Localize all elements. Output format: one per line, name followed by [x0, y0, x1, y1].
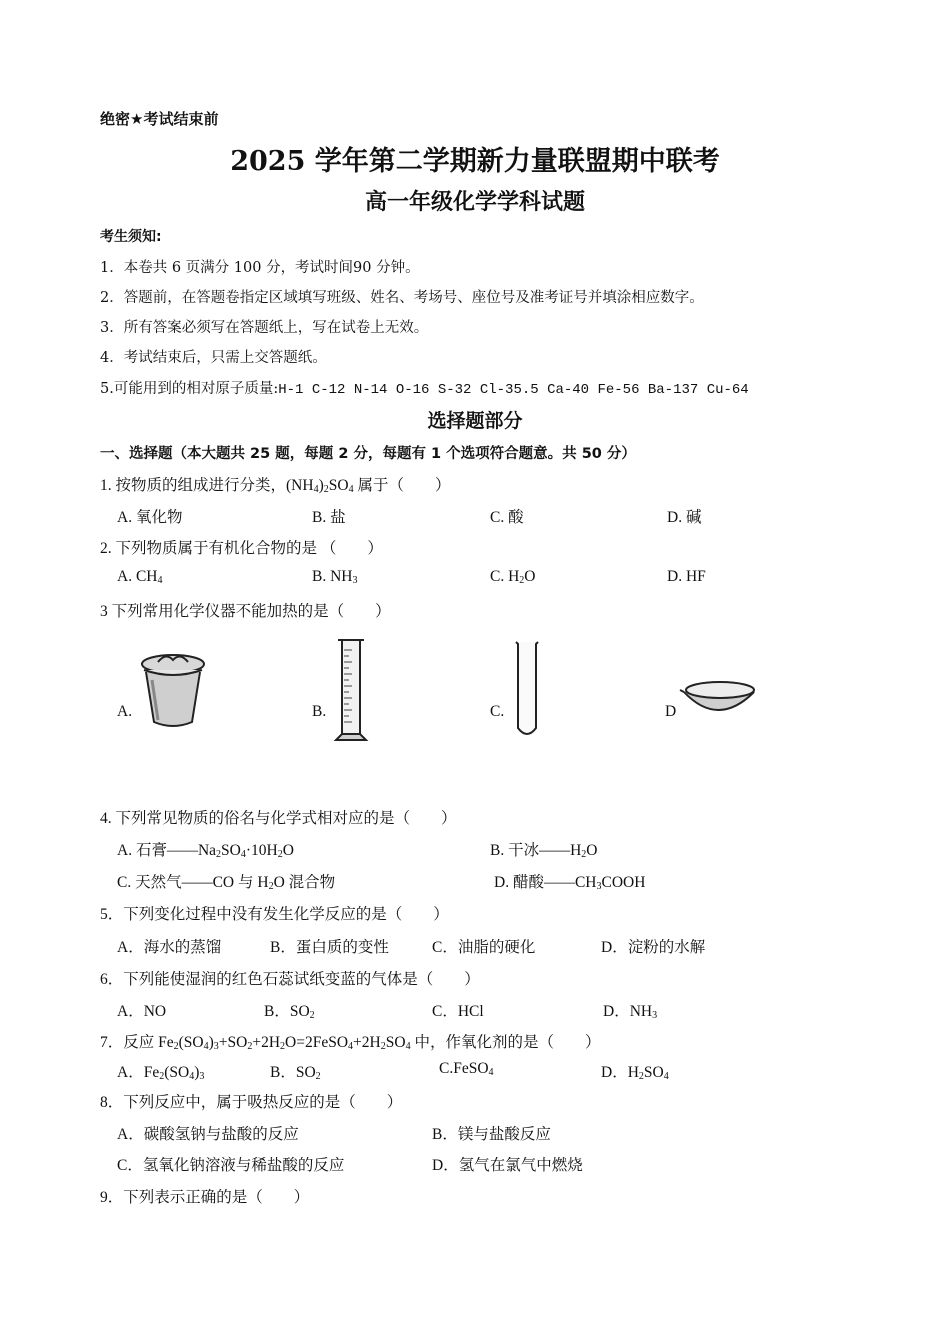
question-7-stem: 7．反应 $Fe_2(SO_4)_3+SO_2+2H_2O=2FeSO_4+2H_2SO_4$ 中，作氧化剂的是（ ） [100, 1034, 601, 1052]
notice-item-3: 3．所有答案必须写在答题纸上，写在试卷上无效。 [100, 320, 429, 336]
question-4-option-d: D. 醋酸$——CH_3COOH$ [494, 874, 646, 892]
question-4-option-a: A. 石膏$——Na_2SO_4\cdot 10H_2O$ [117, 842, 294, 860]
atomic-masses: H-1 C-12 N-14 O-16 S-32 Cl-35.5 Ca-40 Fe-56 Ba-137 Cu-64 [278, 382, 749, 398]
question-2-option-a: A. $CH_4$ [117, 568, 163, 586]
question-6-option-a: A．NO [117, 1003, 167, 1020]
question-8-option-a: A．碳酸氢钠与盐酸的反应 [117, 1126, 299, 1143]
crucible-image [138, 650, 208, 730]
question-2-option-c: C. $H_2O$ [490, 568, 536, 586]
question-7-option-a: A．$Fe_2(SO_4)_3$ [117, 1064, 205, 1082]
question-7-option-d: D．$H_2SO_4$ [601, 1064, 669, 1082]
confidential-label: 绝密★考试结束前 [100, 110, 219, 128]
question-3-option-b: B. [312, 703, 327, 720]
question-8-option-c: C．氢氧化钠溶液与稀盐酸的反应 [117, 1157, 345, 1174]
exam-title: 2025 学年第二学期新力量联盟期中联考 [230, 146, 720, 177]
question-6-option-b: B．$SO_2$ [264, 1003, 315, 1021]
question-4-option-c: C. 天然气——CO 与 $H_2O$ 混合物 [117, 874, 336, 892]
question-6-option-d: D．$NH_3$ [603, 1003, 658, 1021]
question-3-option-a: A. [117, 703, 133, 720]
question-2-option-b: B. $NH_3$ [312, 568, 358, 586]
question-8-stem: 8．下列反应中，属于吸热反应的是（ ） [100, 1094, 403, 1111]
notice-item-1: 1．本卷共 6 页满分 100 分，考试时间90 分钟。 [100, 260, 420, 276]
notice-item-2: 2．答题前，在答题卷指定区域填写班级、姓名、考场号、座位号及准考证号并填涂相应数字。 [100, 290, 704, 306]
question-2-stem: 2. 下列物质属于有机化合物的是 （ ） [100, 540, 383, 557]
question-5-option-d: D．淀粉的水解 [601, 939, 706, 956]
question-1-option-d: D. 碱 [667, 509, 702, 526]
question-1-option-c: C. 酸 [490, 509, 524, 526]
question-1-stem: 1. 按物质的组成进行分类，$(NH_4)_2SO_4$ 属于（ ） [100, 477, 451, 495]
notice-item-5-prefix: 5.可能用到的相对原子质量: [100, 381, 279, 397]
question-3-option-d: D [665, 703, 677, 720]
question-6-stem: 6．下列能使湿润的红色石蕊试纸变蓝的气体是（ ） [100, 971, 480, 988]
notice-heading: 考生须知: [100, 229, 162, 245]
question-8-option-b: B．镁与盐酸反应 [432, 1126, 551, 1143]
question-7-option-c: C.FeSO$_4$ [439, 1060, 494, 1078]
question-6-option-c: C．HCl [432, 1003, 484, 1020]
section-title: 选择题部分 [427, 410, 523, 432]
question-5-stem: 5．下列变化过程中没有发生化学反应的是（ ） [100, 906, 449, 923]
notice-item-4: 4．考试结束后，只需上交答题纸。 [100, 350, 327, 366]
question-9-stem: 9．下列表示正确的是（ ） [100, 1189, 310, 1206]
notice-item-5 [100, 377, 749, 398]
test-tube-image [512, 640, 542, 742]
question-5-option-a: A．海水的蒸馏 [117, 939, 222, 956]
part-title: 一、选择题（本大题共 25 题，每题 2 分，每题有 1 个选项符合题意。共 50 分） [100, 446, 636, 462]
graduated-cylinder-image [334, 636, 370, 744]
question-1-option-a: A. 氧化物 [117, 509, 183, 526]
question-7-option-b: B．$SO_2$ [270, 1064, 321, 1082]
question-8-option-d: D．氢气在氯气中燃烧 [432, 1157, 583, 1174]
question-1-option-b: B. 盐 [312, 509, 346, 526]
question-4-stem: 4. 下列常见物质的俗名与化学式相对应的是（ ） [100, 810, 457, 827]
exam-subtitle: 高一年级化学学科试题 [364, 189, 585, 215]
evaporating-dish-image [678, 676, 760, 732]
question-2-option-d: D. HF [667, 568, 706, 585]
question-3-stem: 3 下列常用化学仪器不能加热的是（ ） [100, 603, 391, 620]
question-5-option-c: C．油脂的硬化 [432, 939, 536, 956]
question-5-option-b: B．蛋白质的变性 [270, 939, 389, 956]
question-4-option-b: B. 干冰$——H_2O$ [490, 842, 598, 860]
question-3-option-c: C. [490, 703, 505, 720]
